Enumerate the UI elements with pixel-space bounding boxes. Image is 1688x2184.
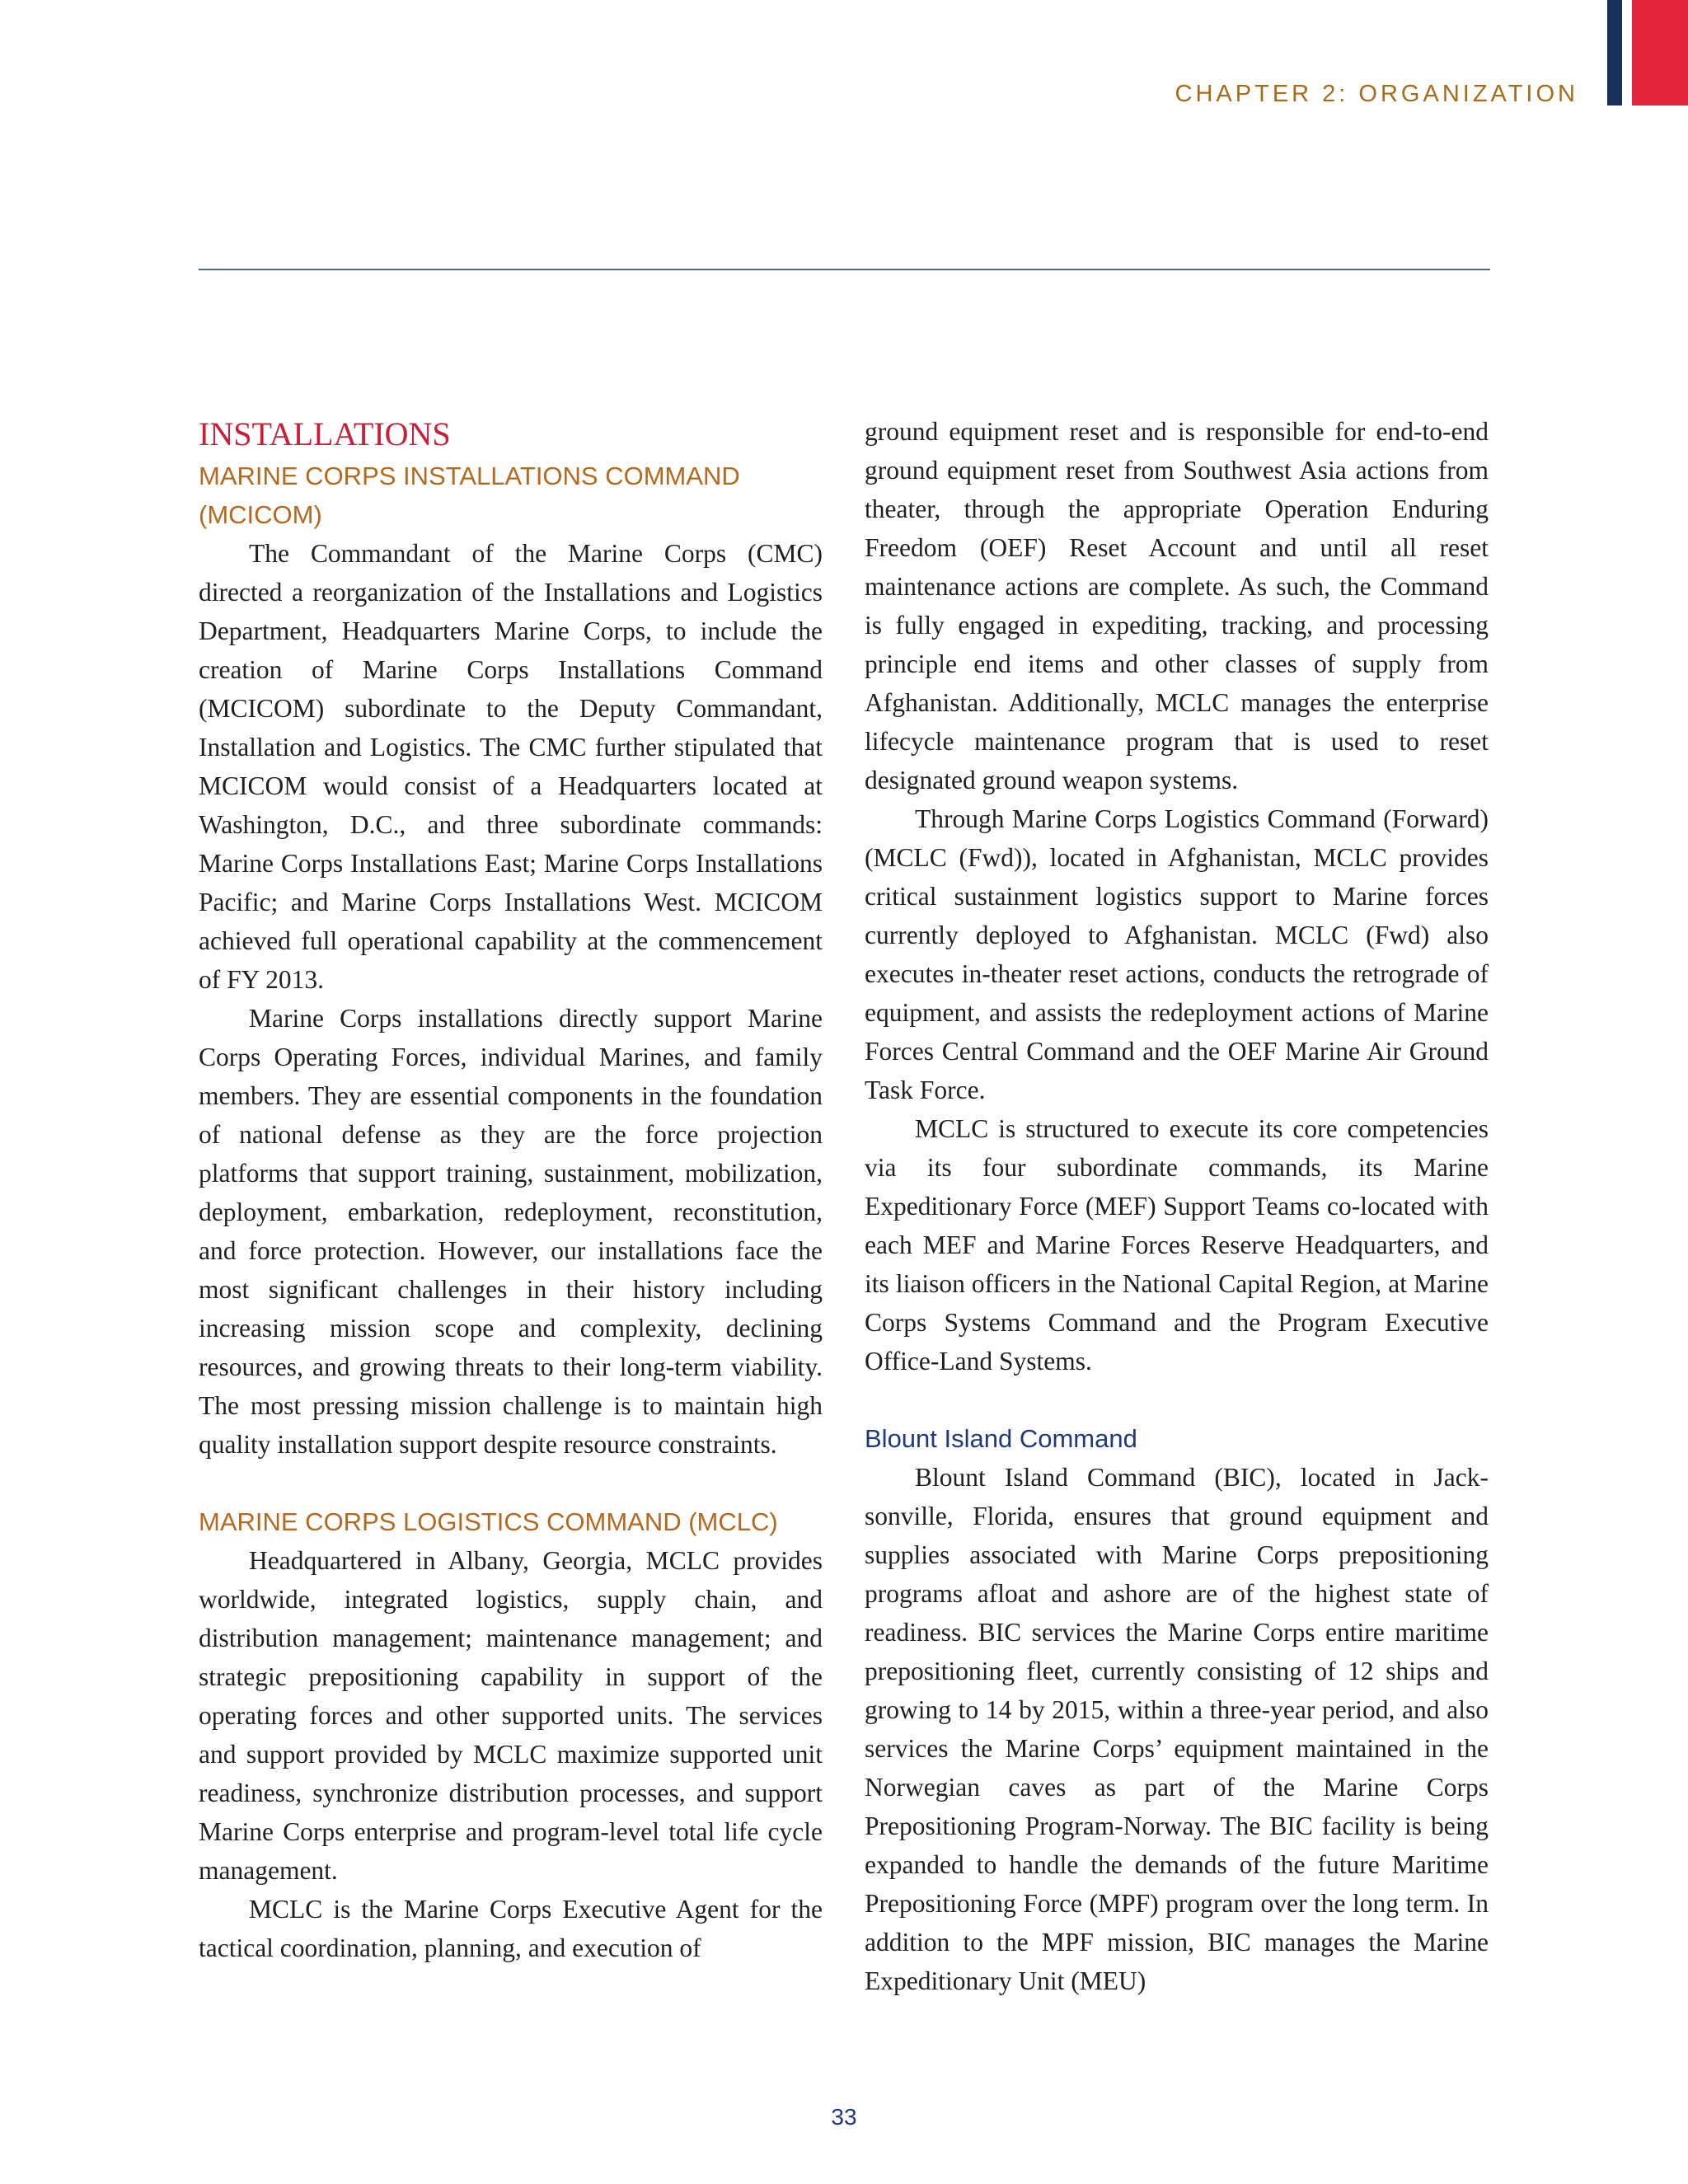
flag-stripe-navy [1607, 0, 1622, 105]
paragraph: ground equipment reset and is responsible for end-to-end ground equipment reset from Southwest Asia actions from theater, through the appropriate Operation Enduring Freedom (OEF) Reset Account and until all reset maintenance actions are complete. As such, the Command is fully engaged in expediting, tracking, and processing principle end items and other classes of supply from Afghanistan. Additionally, MCLC manages the enterprise lifecycle maintenance program that is used to reset designated ground weapon systems. [865, 417, 1489, 794]
paragraph: The Commandant of the Marine Corps (CMC) directed a reorganization of the Installations and Logistics Department, Headquarters Marine Corps, to include the creation of Marine Corps Installations Command (MCICOM) subordinate to the Deputy Commandant, Installation and Logistics. The CMC further stipulated that MCICOM would consist of a Headquarters located at Washington, D.C., and three subordinate commands: Marine Corps Installations East; Marine Corps Installations Pacific; and Marine Corps Installations West. MCICOM achieved full operational capability at the commencement of FY 2013. [199, 539, 823, 994]
header-rule [199, 269, 1490, 270]
mcicom-heading: MARINE CORPS INSTALLATIONS COMMAND (MCICOM) [199, 462, 740, 529]
section-gap [865, 1380, 1489, 1419]
bic-heading: Blount Island Command [865, 1424, 1137, 1453]
page-number: 33 [831, 2104, 857, 2130]
paragraph: Marine Corps installations directly support Marine Corps Operating Forces, individual Marines, and family members. They are essential components in the foundation of national defense as they are the force projection platforms that support training, sustainment, mobilization, deployment, embarkation, redeployment, reconstitution, and force protection. However, our installations face the most significant challenges in their history including increasing mission scope and complexity, declining resources, and growing threats to their long-term viability. The most pressing mission challenge is to maintain high quality installation support despite resource constraints. [199, 1004, 823, 1459]
paragraph: MCLC is structured to execute its core competencies via its four subordinate commands, its Marine Expeditionary Force (MEF) Support Teams co-located with each MEF and Marine Forces Reserve Headquarters, and its liaison officers in the National Capital Region, at Marine Corps Systems Command and the Program Executive Office-Land Systems. [865, 1114, 1489, 1376]
chapter-header: CHAPTER 2: ORGANIZATION [1175, 81, 1578, 107]
section-gap [199, 1464, 823, 1502]
flag-stripe-white [1622, 0, 1632, 105]
paragraph: Headquartered in Albany, Georgia, MCLC provides worldwide, integrated logistics, supply chain, and distribution management; maintenance management; and strategic prepositioning capability in support of the operating forces and other supported units. The services and support provided by MCLC maximize supported unit readiness, synchronize distribution processes, and support Marine Corps enterprise and program-level total life cycle management. [199, 1546, 823, 1885]
flag-stripe-red [1632, 0, 1688, 105]
paragraph: MCLC is the Marine Corps Executive Agent for the tactical coordination, planning, and execution of [199, 1895, 823, 1962]
paragraph: Through Marine Corps Logistics Command (Forward) (MCLC (Fwd)), located in Afghanistan, MCLC provides critical sustainment logistics support to Marine forces currently deployed to Afghanistan. MCLC (Fwd) also executes in-theater reset actions, conducts the retrograde of equipment, and assists the redeployment actions of Marine Forces Central Command and the OEF Marine Air Ground Task Force. [865, 804, 1489, 1104]
paragraph: Blount Island Command (BIC), located in Jacksonville, Florida, ensures that ground equipment and supplies associated with Marine Corps prepositioning programs afloat and ashore are of the highest state of readiness. BIC services the Marine Corps entire maritime prepositioning fleet, currently consisting of 12 ships and growing to 14 by 2015, within a three-year period, and also services the Marine Corps’ equipment maintained in the Norwegian caves as part of the Marine Corps Prepositioning Program-Norway. The BIC facility is being expanded to handle the demands of the future Maritime Prepositioning Force (MPF) program over the long term. In addition to the MPF mission, BIC manages the Marine Expeditionary Unit (MEU) [865, 1463, 1489, 1995]
mclc-heading: MARINE CORPS LOGISTICS COMMAND (MCLC) [199, 1507, 778, 1536]
section-title: INSTALLATIONS [199, 415, 451, 452]
left-column [199, 412, 823, 1967]
right-column [865, 412, 1489, 2000]
